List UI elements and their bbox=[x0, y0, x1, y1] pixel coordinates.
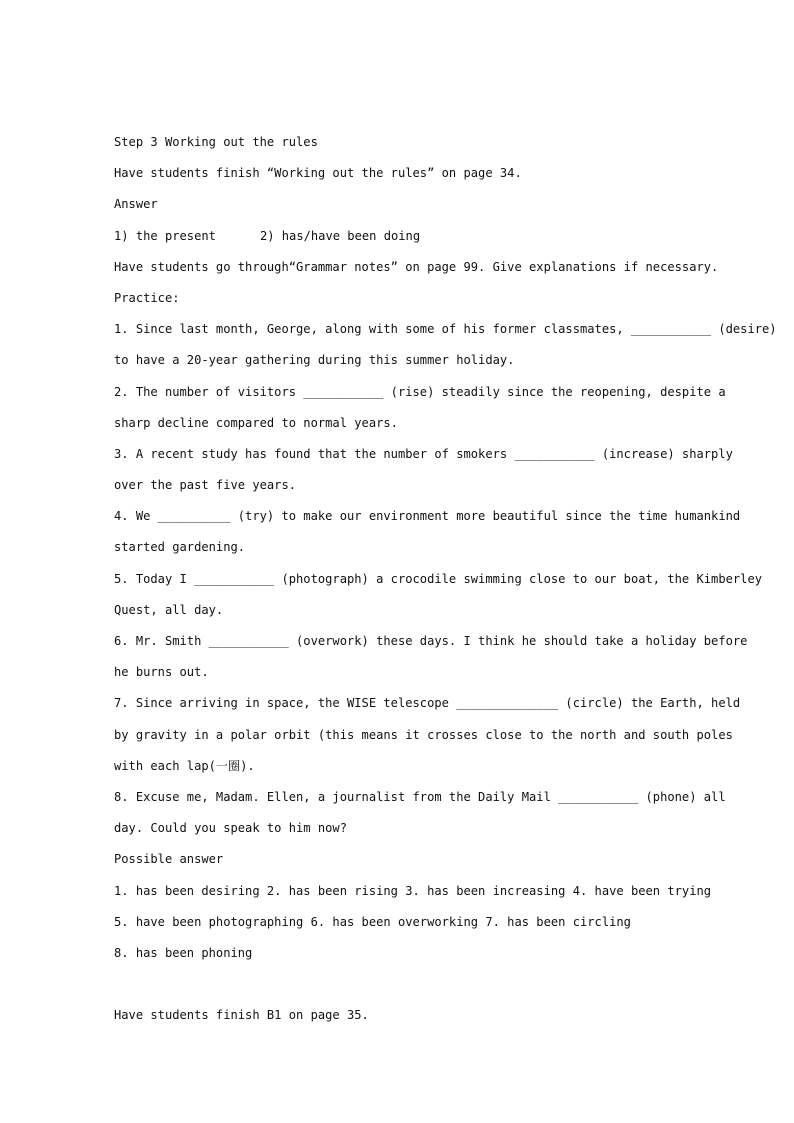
question-8-line-1: 8. Excuse me, Madam. Ellen, a journalist from the Daily Mail ___________ (phone) all bbox=[114, 789, 726, 804]
question-6-line-1: 6. Mr. Smith ___________ (overwork) these days. I think he should take a holiday before bbox=[114, 634, 748, 648]
question-2-line-1: 2. The number of visitors ___________ (rise) steadily since the reopening, despite a bbox=[114, 384, 726, 399]
answer-label: Answer bbox=[114, 197, 158, 212]
final-instruction: Have students finish B1 on page 35. bbox=[114, 1008, 369, 1023]
grammar-note: Have students go through“Grammar notes” on page 99. Give explanations if necessary. bbox=[114, 259, 719, 274]
possible-answer-label: Possible answer bbox=[114, 852, 224, 867]
question-8-line-2: day. Could you speak to him now? bbox=[114, 821, 347, 836]
step-heading: Step 3 Working out the rules bbox=[114, 135, 318, 149]
blank-gap bbox=[114, 969, 701, 1000]
possible-answers-row-3: 8. has been phoning bbox=[114, 945, 253, 960]
question-6-line-2: he burns out. bbox=[114, 665, 209, 680]
question-3-line-2: over the past five years. bbox=[114, 478, 297, 493]
question-2-line-2: sharp decline compared to normal years. bbox=[114, 415, 398, 430]
question-1-line-1: 1. Since last month, George, along with some of his former classmates, ___________ (desire) bbox=[114, 322, 777, 337]
question-1-line-2: to have a 20-year gathering during this summer holiday. bbox=[114, 353, 515, 368]
answer-1: 1) the present bbox=[114, 228, 216, 243]
question-7-line-2: by gravity in a polar orbit (this means it crosses close to the north and south poles bbox=[114, 727, 733, 742]
question-3-line-1: 3. A recent study has found that the number of smokers ___________ (increase) sharply bbox=[114, 446, 733, 461]
question-4-line-1: 4. We __________ (try) to make our environment more beautiful since the time humankind bbox=[114, 509, 741, 524]
question-5-line-1: 5. Today I ___________ (photograph) a crocodile swimming close to our boat, the Kimberley bbox=[114, 571, 763, 586]
answer-line bbox=[114, 221, 701, 252]
practice-label: Practice: bbox=[114, 290, 180, 305]
answer-2: 2) has/have been doing bbox=[259, 228, 421, 243]
question-7-line-3: with each lap(一圈). bbox=[114, 758, 255, 773]
question-7-line-1: 7. Since arriving in space, the WISE telescope ______________ (circle) the Earth, held bbox=[114, 696, 741, 711]
intro-instruction: Have students finish “Working out the rules” on page 34. bbox=[114, 166, 522, 181]
possible-answers-row-2: 5. have been photographing 6. has been overworking 7. has been circling bbox=[114, 914, 631, 929]
question-5-line-2: Quest, all day. bbox=[114, 602, 224, 617]
document-page bbox=[114, 127, 777, 1031]
question-4-line-2: started gardening. bbox=[114, 540, 246, 555]
possible-answers-row-1: 1. has been desiring 2. has been rising 3. has been increasing 4. have been trying bbox=[114, 883, 712, 898]
